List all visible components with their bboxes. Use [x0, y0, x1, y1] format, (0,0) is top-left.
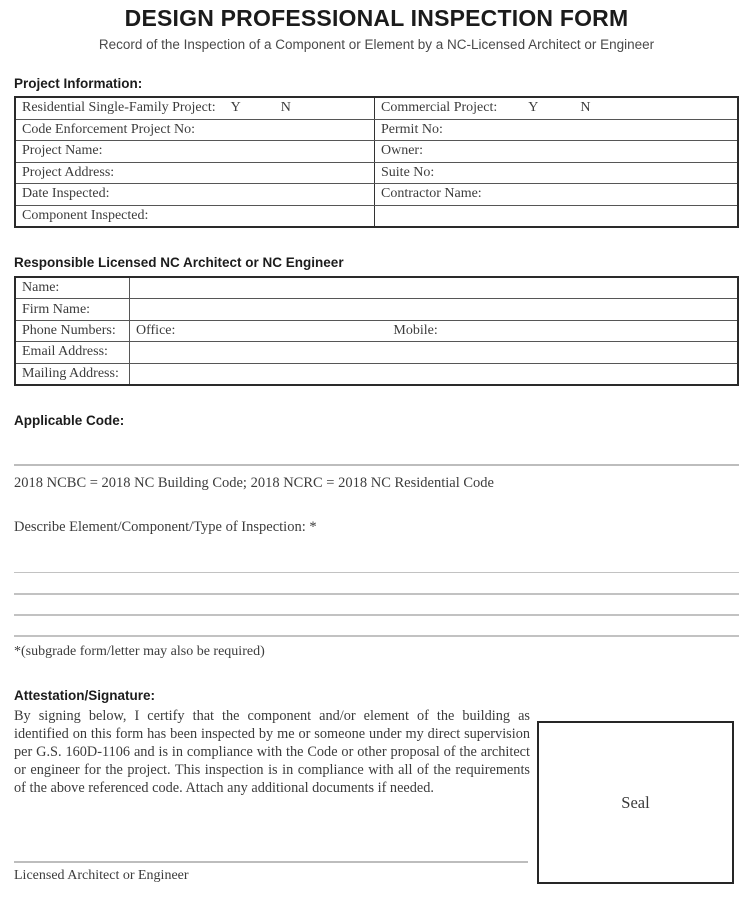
- commercial-project-label: Commercial Project:: [381, 100, 498, 116]
- residential-no-option: N: [280, 100, 291, 116]
- residential-yes-option: Y: [230, 100, 241, 116]
- residential-project-cell: [16, 98, 375, 119]
- attestation-body-text: By signing below, I certify that the component and/or element of the building as identified on this form has been inspected by me or someone under my direct supervision per G.S. 160D-1106 and is in compliance with the Code or other proposal of the architect or engineer for the project. This inspection is in compliance with all of the requirements of the above referenced code. Attach any additional documents if needed.: [14, 707, 530, 797]
- table-row: [16, 205, 737, 227]
- date-inspected-cell: Date Inspected:: [16, 184, 375, 205]
- contractor-name-cell: Contractor Name:: [381, 186, 482, 202]
- applicable-code-heading: Applicable Code:: [14, 413, 125, 428]
- responsible-professional-table: [14, 276, 739, 386]
- name-value-cell: [130, 278, 737, 298]
- commercial-no-option: N: [580, 100, 591, 116]
- commercial-yes-option: Y: [528, 100, 539, 116]
- form-content: [14, 76, 739, 798]
- subgrade-footnote: *(subgrade form/letter may also be required): [14, 643, 265, 659]
- code-enforcement-project-no-cell: Code Enforcement Project No:: [16, 120, 375, 141]
- firm-name-value-cell: [130, 299, 737, 319]
- form-title: DESIGN PROFESSIONAL INSPECTION FORM: [124, 5, 629, 31]
- code-legend-text: 2018 NCBC = 2018 NC Building Code; 2018 NCRC = 2018 NC Residential Code: [14, 474, 494, 491]
- responsible-professional-heading: Responsible Licensed NC Architect or NC Engineer: [14, 255, 344, 270]
- firm-name-label-cell: Firm Name:: [16, 299, 130, 319]
- commercial-project-cell: [375, 98, 737, 119]
- seal-box: [537, 721, 734, 884]
- table-row: [16, 140, 737, 162]
- table-row: [16, 119, 737, 141]
- writing-line: [14, 593, 739, 595]
- permit-no-cell: Permit No:: [381, 121, 443, 137]
- mailing-address-label-cell: Mailing Address:: [16, 364, 130, 384]
- writing-line: [14, 572, 739, 574]
- project-information-table: [14, 96, 739, 228]
- writing-line: [14, 614, 739, 616]
- email-address-value-cell: [130, 342, 737, 362]
- table-row: [16, 341, 737, 362]
- suite-no-cell: Suite No:: [381, 164, 435, 180]
- table-row: [16, 320, 737, 341]
- form-subtitle: Record of the Inspection of a Component or Element by a NC-Licensed Architect or Engineer: [98, 37, 655, 52]
- table-row: [16, 363, 737, 384]
- email-address-label-cell: Email Address:: [16, 342, 130, 362]
- divider-line: [14, 464, 739, 466]
- table-row: [16, 162, 737, 184]
- name-label-cell: Name:: [16, 278, 130, 298]
- table-row: [16, 298, 737, 319]
- describe-inspection-label: Describe Element/Component/Type of Inspection: *: [14, 518, 317, 535]
- residential-project-label: Residential Single-Family Project:: [22, 100, 216, 116]
- writing-line: [14, 635, 739, 637]
- mobile-phone-label: Mobile:: [393, 323, 438, 339]
- project-name-cell: Project Name:: [16, 141, 375, 162]
- table-row: [16, 183, 737, 205]
- owner-cell: Owner:: [381, 143, 423, 159]
- project-address-cell: Project Address:: [16, 163, 375, 184]
- table-row: [16, 278, 737, 298]
- attestation-heading: Attestation/Signature:: [14, 687, 156, 703]
- signature-line: [14, 861, 528, 863]
- table-row: [16, 98, 737, 119]
- office-phone-label: Office:: [136, 323, 176, 339]
- component-inspected-cell: Component Inspected:: [16, 206, 375, 227]
- mailing-address-value-cell: [130, 364, 737, 384]
- seal-label: Seal: [621, 792, 650, 812]
- empty-cell: [375, 206, 737, 227]
- project-information-heading: Project Information:: [14, 76, 143, 91]
- phone-numbers-label-cell: Phone Numbers:: [16, 321, 130, 341]
- phone-numbers-value-cell: [130, 321, 737, 341]
- signature-caption: Licensed Architect or Engineer: [14, 868, 189, 883]
